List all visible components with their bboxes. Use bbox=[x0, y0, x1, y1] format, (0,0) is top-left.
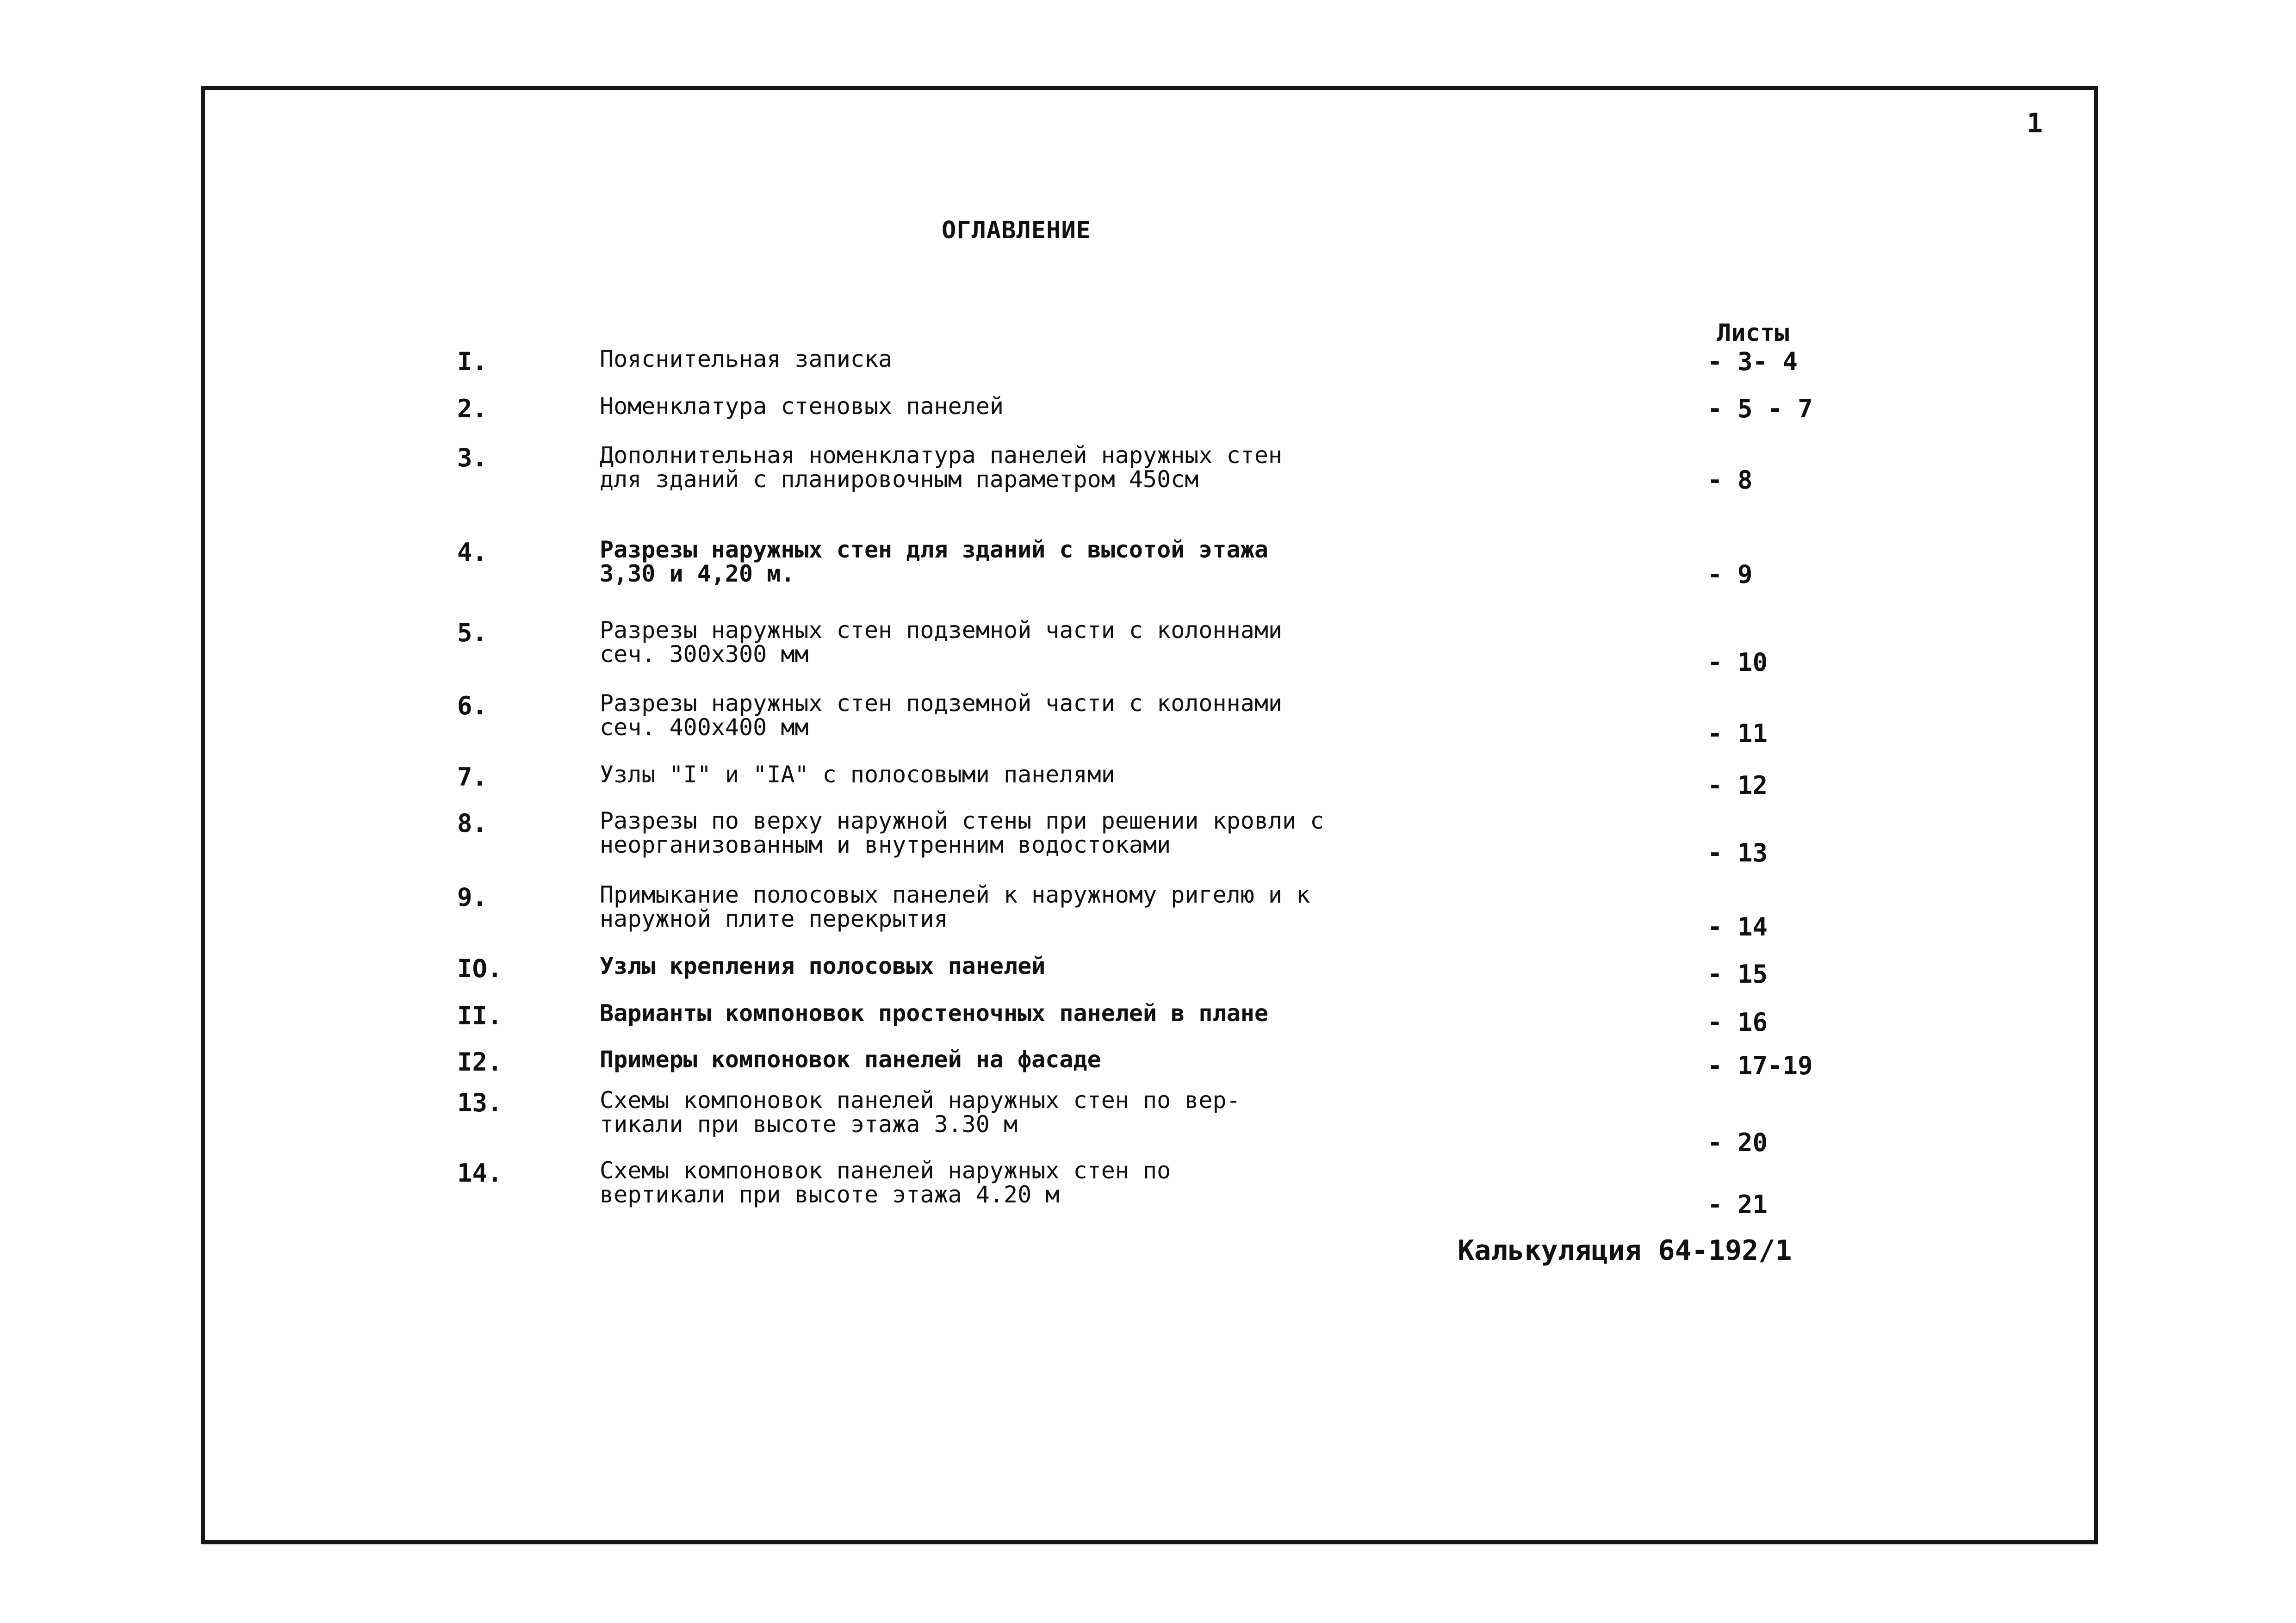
toc-item-text: Разрезы наружных стен подземной части с колоннами сеч. 400х400 мм bbox=[600, 690, 1283, 741]
page-number: 1 bbox=[2027, 107, 2043, 139]
toc-item-number: I2. bbox=[457, 1047, 503, 1077]
toc-item-number: 3. bbox=[457, 443, 488, 472]
toc-item-number: I. bbox=[457, 347, 488, 376]
toc-item-text: Примыкание полосовых панелей к наружному ригелю и к наружной плите перекрытия bbox=[600, 881, 1310, 932]
toc-item-sheets: - 15 bbox=[1707, 960, 1768, 989]
toc-item-sheets: - 11 bbox=[1707, 719, 1768, 748]
toc-item-number: 14. bbox=[457, 1158, 503, 1188]
toc-item-number: 7. bbox=[457, 762, 488, 792]
toc-item-sheets: - 13 bbox=[1707, 838, 1768, 867]
toc-item-text: Номенклатура стеновых панелей bbox=[600, 393, 1004, 420]
toc-item-text: Пояснительная записка bbox=[600, 346, 893, 372]
toc-item-number: 4. bbox=[457, 538, 488, 567]
toc-item-number: IO. bbox=[457, 954, 503, 983]
toc-item-number: 2. bbox=[457, 394, 488, 423]
toc-item-sheets: - 9 bbox=[1707, 560, 1753, 589]
toc-item-number: 13. bbox=[457, 1088, 503, 1117]
toc-item-sheets: - 10 bbox=[1707, 648, 1768, 677]
toc-item-number: 8. bbox=[457, 809, 488, 838]
toc-item-sheets: - 17-19 bbox=[1707, 1051, 1813, 1080]
toc-item-text: Разрезы наружных стен для зданий с высотой этажа 3,30 и 4,20 м. bbox=[600, 536, 1268, 587]
toc-item-text: Варианты компоновок простеночных панелей в плане bbox=[600, 1000, 1268, 1027]
toc-item-number: II. bbox=[457, 1001, 503, 1030]
toc-item-sheets: - 14 bbox=[1707, 912, 1768, 942]
toc-item-sheets: - 8 bbox=[1707, 465, 1753, 495]
toc-item-number: 6. bbox=[457, 691, 488, 720]
toc-item-sheets: - 20 bbox=[1707, 1128, 1768, 1157]
toc-item-number: 9. bbox=[457, 883, 488, 912]
toc-item-sheets: - 21 bbox=[1707, 1190, 1768, 1219]
toc-item-sheets: - 5 - 7 bbox=[1707, 394, 1813, 423]
toc-item-text: Дополнительная номенклатура панелей наружных стен для зданий с планировочным параметром 450см bbox=[600, 442, 1283, 493]
toc-item-text: Разрезы по верху наружной стены при решении кровли с неорганизованным и внутренним водостоками bbox=[600, 807, 1324, 858]
toc-item-text: Узлы "I" и "IA" с полосовыми панелями bbox=[600, 761, 1115, 788]
toc-item-text: Схемы компоновок панелей наружных стен по вер- тикали при высоте этажа 3.30 м bbox=[600, 1087, 1241, 1138]
toc-item-text: Схемы компоновок панелей наружных стен по вертикали при высоте этажа 4.20 м bbox=[600, 1157, 1171, 1208]
toc-item-text: Разрезы наружных стен подземной части с колоннами сеч. 300х300 мм bbox=[600, 617, 1283, 668]
sheets-column-header: Листы bbox=[1717, 319, 1789, 347]
toc-item-sheets: - 16 bbox=[1707, 1008, 1768, 1037]
toc-item-sheets: - 12 bbox=[1707, 771, 1768, 800]
toc-item-sheets: - 3- 4 bbox=[1707, 347, 1798, 376]
calculation-reference: Калькуляция 64-192/1 bbox=[1458, 1234, 1792, 1267]
toc-item-text: Узлы крепления полосовых панелей bbox=[600, 953, 1046, 979]
toc-item-number: 5. bbox=[457, 618, 488, 647]
toc-item-text: Примеры компоновок панелей на фасаде bbox=[600, 1046, 1101, 1073]
page-title: ОГЛАВЛЕНИЕ bbox=[942, 217, 1092, 244]
